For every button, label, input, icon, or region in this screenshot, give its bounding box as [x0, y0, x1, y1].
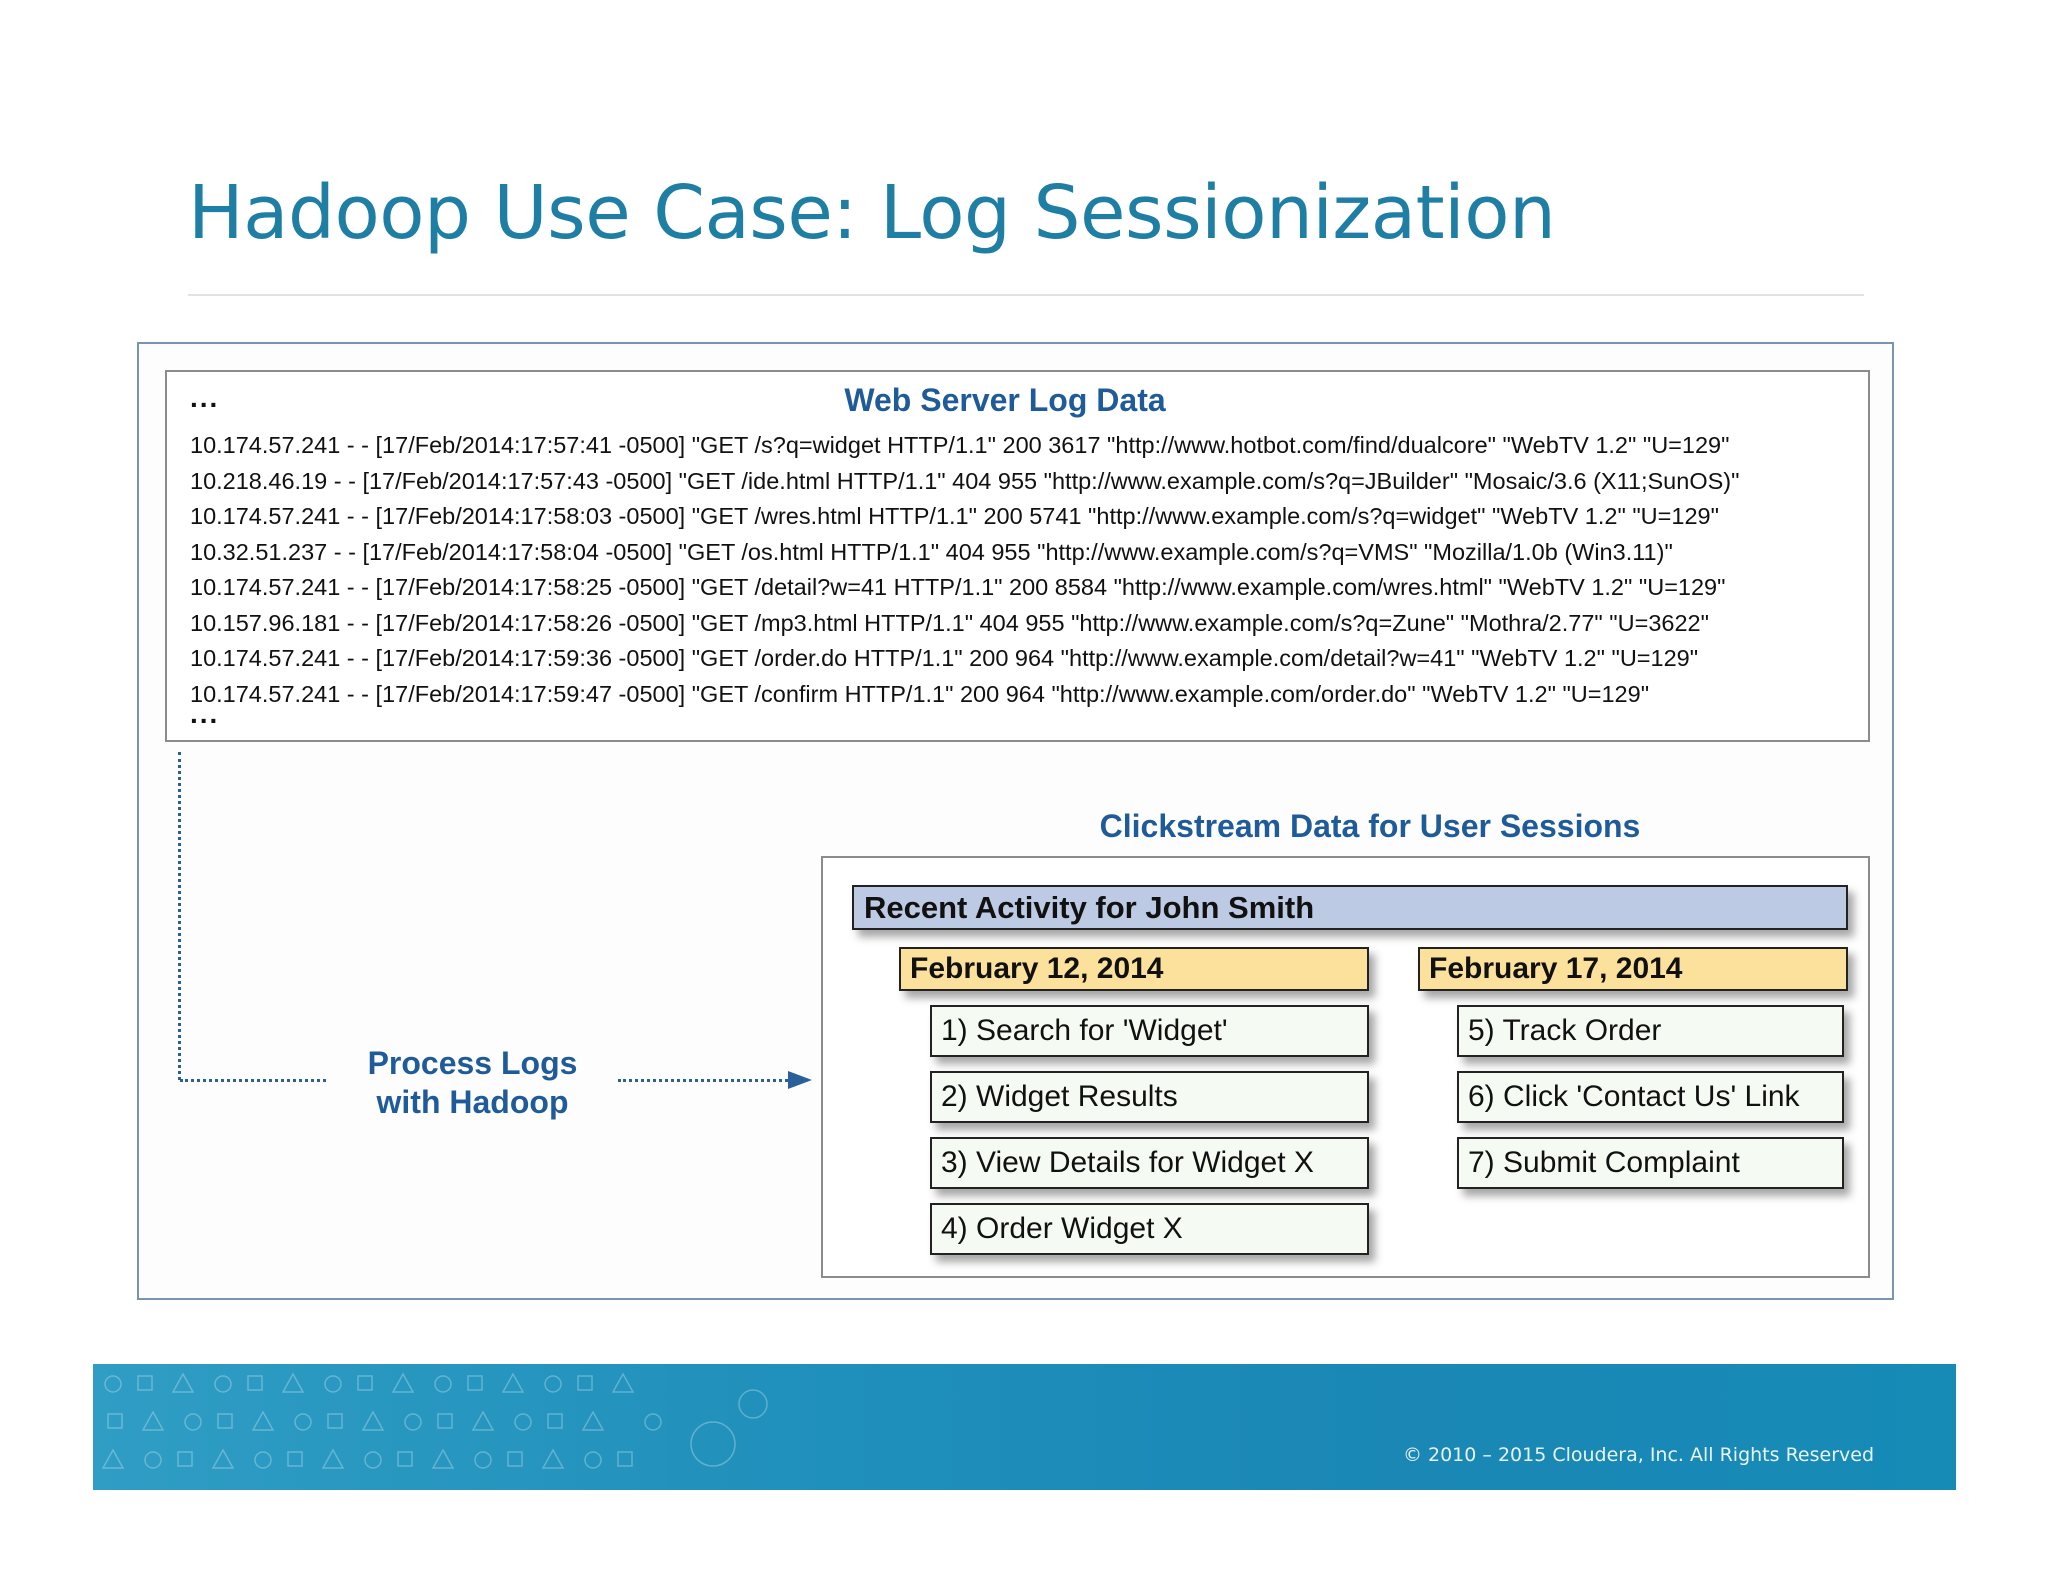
log-line: 10.174.57.241 - - [17/Feb/2014:17:59:36 -0500] "GET /order.do HTTP/1.1" 200 964 "http://www.example.com/detail?w=41" "WebTV 1.2" "U=129": [190, 645, 1699, 671]
process-label: [340, 1044, 605, 1122]
session-step: 1) Search for 'Widget': [930, 1005, 1369, 1057]
log-line: 10.174.57.241 - - [17/Feb/2014:17:58:25 -0500] "GET /detail?w=41 HTTP/1.1" 200 8584 "http://www.example.com/wres.html" "WebTV 1.2" "U=129": [190, 574, 1726, 600]
log-lines: [190, 428, 1860, 712]
flow-connector-right: [618, 1079, 788, 1082]
date-header-feb-12: February 12, 2014: [899, 947, 1369, 991]
title-divider: [188, 294, 1864, 296]
log-line: 10.218.46.19 - - [17/Feb/2014:17:57:43 -0500] "GET /ide.html HTTP/1.1" 404 955 "http://www.example.com/s?q=JBuilder" "Mosaic/3.6 (X11;SunOS)": [190, 467, 1740, 494]
clickstream-title: Clickstream Data for User Sessions: [1099, 808, 1641, 844]
footer-pattern: [93, 1364, 793, 1490]
log-ellipsis-top: ...: [190, 382, 220, 413]
process-label-line2: with Hadoop: [376, 1084, 569, 1120]
session-step: 7) Submit Complaint: [1457, 1137, 1844, 1189]
log-line: 10.174.57.241 - - [17/Feb/2014:17:59:47 -0500] "GET /confirm HTTP/1.1" 200 964 "http://www.example.com/order.do" "WebTV 1.2" "U=129": [190, 680, 1650, 707]
log-line: 10.32.51.237 - - [17/Feb/2014:17:58:04 -0500] "GET /os.html HTTP/1.1" 404 955 "http://www.example.com/s?q=VMS" "Mozilla/1.0b (Win3.11)": [190, 538, 1673, 565]
session-step: 6) Click 'Contact Us' Link: [1457, 1071, 1844, 1123]
flow-connector-left: [180, 1079, 326, 1082]
session-step: 5) Track Order: [1457, 1005, 1844, 1057]
arrow-right-icon: [788, 1071, 812, 1089]
log-line: 10.174.57.241 - - [17/Feb/2014:17:58:03 -0500] "GET /wres.html HTTP/1.1" 200 5741 "http://www.example.com/s?q=widget" "WebTV 1.2" "U=129": [190, 503, 1719, 529]
session-step: 4) Order Widget X: [930, 1203, 1369, 1255]
flow-connector-vertical: [178, 752, 181, 1080]
copyright-text: © 2010 – 2015 Cloudera, Inc. All Rights Reserved: [1402, 1444, 1874, 1466]
session-step: 2) Widget Results: [930, 1071, 1369, 1123]
log-line: 10.174.57.241 - - [17/Feb/2014:17:57:41 -0500] "GET /s?q=widget HTTP/1.1" 200 3617 "http://www.hotbot.com/find/dualcore" "WebTV 1.2" "U=129": [190, 432, 1730, 458]
session-step: 3) View Details for Widget X: [930, 1137, 1369, 1189]
footer-band: [93, 1364, 1956, 1490]
recent-activity-header: Recent Activity for John Smith: [852, 885, 1848, 930]
log-ellipsis-bottom: ...: [190, 698, 220, 729]
date-header-feb-17: February 17, 2014: [1418, 947, 1848, 991]
process-label-line1: Process Logs: [367, 1045, 578, 1081]
slide-title: Hadoop Use Case: Log Sessionization: [188, 170, 1556, 256]
log-panel-title: Web Server Log Data: [844, 382, 1166, 418]
log-line: 10.157.96.181 - - [17/Feb/2014:17:58:26 -0500] "GET /mp3.html HTTP/1.1" 404 955 "http://www.example.com/s?q=Zune" "Mothra/2.77" "U=3622": [190, 609, 1709, 636]
